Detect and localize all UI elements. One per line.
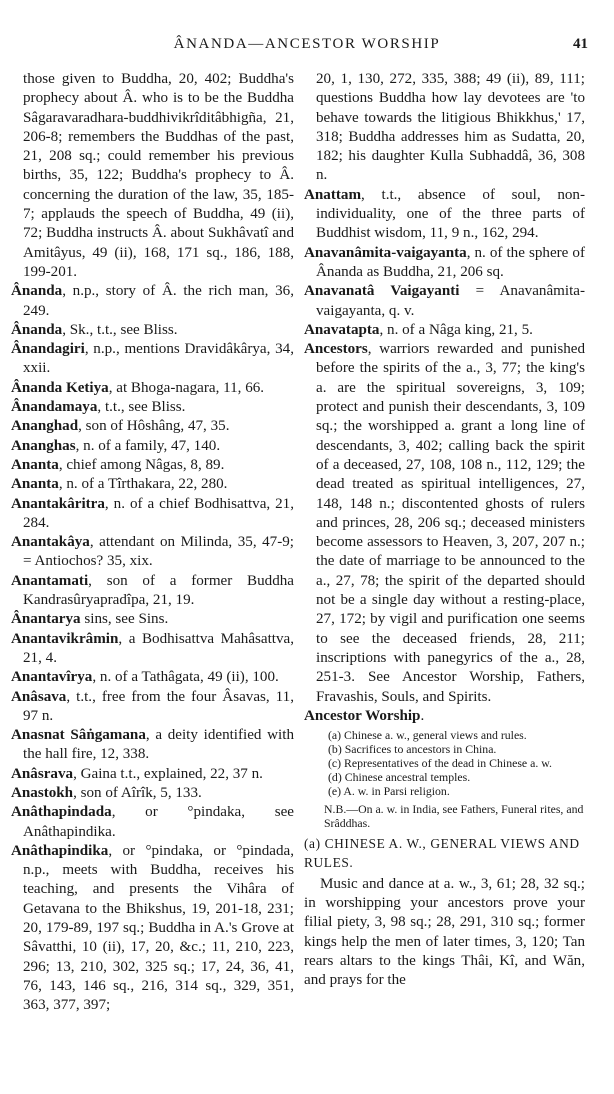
entry-headword: Anasnat Sâṅgamana xyxy=(11,727,146,744)
section-paragraph: Music and dance at a. w., 3, 61; 28, 32 sq.; in worshipping your ancestors prove your filial piety, 3, 98 sq.; 28, 291, 310 sq.; former kings help the men of later times, 3, 120; Tan rears altars to the kings Thâi, Kî, and Wăn, and prays for the xyxy=(304,875,585,989)
ancestor-worship-subsections xyxy=(328,728,585,798)
entry-headword: Ânanda Ketiya xyxy=(11,379,109,396)
entry-text: , n. of a Tathâgata, 49 (ii), 100. xyxy=(92,669,279,686)
entry-text: , n.p., story of Â. the rich man, 36, 249. xyxy=(23,283,294,319)
entry-headword: Ancestors xyxy=(304,341,368,358)
entry-text: , t.t., absence of soul, non-individuality, one of the three parts of Buddhist wisdom, 11, 9 n., 162, 294. xyxy=(316,186,585,242)
entry-headword: Anattam xyxy=(304,186,362,203)
index-entry xyxy=(304,186,585,244)
entry-headword: Ânandagiri xyxy=(11,341,85,358)
index-entry xyxy=(11,456,294,475)
entry-text: , n. of a chief Bodhisattva, 21, 284. xyxy=(23,495,294,531)
index-entry xyxy=(11,803,294,842)
entry-text: , t.t., free from the four Âsavas, 11, 97 n. xyxy=(23,688,294,724)
subsection-item: (e) A. w. in Parsi religion. xyxy=(328,784,450,799)
entry-headword: Ânanda xyxy=(11,321,63,338)
entry-headword: Anavatapta xyxy=(304,321,380,338)
entry-text: , a deity identified with the hall fire, 12, 338. xyxy=(23,727,294,763)
entry-text: , attendant on Milinda, 35, 47-9; = Antiochos? 35, xix. xyxy=(23,534,294,570)
index-entry xyxy=(304,244,585,283)
index-entry xyxy=(11,340,294,379)
entry-text: . xyxy=(420,707,425,724)
index-entry-continuation xyxy=(304,70,585,186)
entry-headword: Anantavîrya xyxy=(11,669,93,686)
entry-text: , or °pindaka, see Anâthapindika. xyxy=(23,804,294,840)
entry-text: , son of Hôshâng, 47, 35. xyxy=(78,418,230,435)
index-entry xyxy=(11,495,294,534)
entry-headword: Anantamati xyxy=(11,572,89,589)
index-entry xyxy=(11,630,294,669)
entry-text: , son of Aîrîk, 5, 133. xyxy=(73,784,202,801)
entry-headword: Anâsrava xyxy=(11,765,74,782)
index-entry xyxy=(11,765,294,784)
index-entry xyxy=(11,321,294,340)
index-entry xyxy=(11,437,294,456)
entry-headword: Anâsava xyxy=(11,688,67,705)
entry-text: , n. of a family, 47, 140. xyxy=(75,437,221,454)
entry-headword: Ananta xyxy=(11,456,59,473)
subsection-item: (b) Sacrifices to ancestors in China. xyxy=(328,742,497,757)
index-entry xyxy=(304,321,585,340)
entry-text: , warriors rewarded and punished before the spirits of the a., 3, 77; the king's a. are the spiritual sovereigns, 3, 109; protect and punish their descendants, 3, 109 sq.; the worshipped a. grant a long line of descendants, 3, 402; calling back the spirit of a deceased, 27, 108, 108 n., 112, 129; the dead treated as spiritual intelligences, 27, 148, 148 n.; discontented ghosts of rulers and princes, 28, 206 sq.; deceased ministers become assessors to Heaven, 3, 207, 207 n.; the date of marriage to be announced to the a., 27, 78; the spirit of the departed should not be a single day without a resting-place, 27, 172; by vigil and purification one seems to see the deceased friends, 28, 211; inscriptions with panegyrics of the a., 28, 251-3. See Ancestor Worship, Fathers, Fravashis, Souls, and Spirits. xyxy=(316,341,585,705)
running-title: ÂNANDA—ANCESTOR WORSHIP xyxy=(173,36,441,52)
entry-headword: Ananghas xyxy=(11,437,76,454)
right-column xyxy=(304,70,585,990)
entry-text: , or °pindaka, or °pindada, n.p., meets with Buddha, receives his teaching, and presents the Vihâra of Getavana to the Bhikshus, 19, 201-18, 231; 20, 179-89, 197 sq.; Buddha in A.'s Grove at Sâvatthi, 10 (ii), 17, 20, &c.; 11, 210, 223, 296; 13, 210, 302, 325 sq.; 17, 24, 36, 41, 76, 143, 146 sq., 216, 314 sq., 329, 351, 363, 377, 397; xyxy=(23,842,294,1014)
entry-text: , son of a former Buddha Kandrasûryapradîpa, 21, 19. xyxy=(23,572,294,609)
index-entry xyxy=(11,475,294,494)
entry-headword: Anantavikrâmin xyxy=(11,630,119,647)
entry-headword: Ânandamaya xyxy=(11,399,98,416)
entry-headword: Ânanda xyxy=(11,283,63,300)
entry-text: , chief among Nâgas, 8, 89. xyxy=(58,456,225,473)
entry-text: those given to Buddha, 20, 402; Buddha's prophecy about Â. who is to be the Buddha Sâgaravaradhara-buddhivikrîditâbhigña, 21, 206-8; remembers the Buddhas of the past, 21, 208 sq.; could remember his previous births, 35, 122; Buddha's prophecy to Â. concerning the duration of the law, 35, 185-7; applauds the speech of Buddha, 49 (ii), 72; Buddha instructs Â. about Sukhâvatî and Amitâyus, 49 (ii), 168, 171 sq., 186, 188, 199-201. xyxy=(23,71,294,280)
index-entry xyxy=(11,572,294,611)
entry-text: , t.t., see Bliss. xyxy=(97,399,186,416)
entry-text: , n. of the sphere of Ânanda as Buddha, 21, 206 sq. xyxy=(316,244,585,280)
index-entry-continuation xyxy=(11,70,294,282)
index-entry xyxy=(11,784,294,803)
entry-text: , a Bodhisattva Mahâsattva, 21, 4. xyxy=(23,630,294,666)
entry-headword: Anavanatâ Vaigayanti xyxy=(304,283,460,300)
entry-text: sins, see Sins. xyxy=(80,611,169,628)
left-column xyxy=(11,70,294,1016)
entry-text: , Gaina t.t., explained, 22, 37 n. xyxy=(73,765,263,782)
nb-note: N.B.—On a. w. in India, see Fathers, Funeral rites, and Srâddhas. xyxy=(324,802,584,831)
entry-headword: Anâthapindada xyxy=(11,804,112,821)
page-number: 41 xyxy=(573,36,588,52)
index-entry xyxy=(11,282,294,321)
entry-headword: Ananghad xyxy=(11,418,79,435)
index-entry xyxy=(11,726,294,765)
entry-headword: Anantakâritra xyxy=(11,495,105,512)
index-entry xyxy=(11,668,294,687)
index-entry xyxy=(11,688,294,727)
section-heading: (a) CHINESE A. W., GENERAL VIEWS AND RULES. xyxy=(304,836,580,871)
entry-text: , n.p., mentions Dravidâkârya, 34, xxii. xyxy=(23,341,294,377)
entry-text: , n. of a Nâga king, 21, 5. xyxy=(379,321,533,338)
entry-text: , at Bhoga-nagara, 11, 66. xyxy=(108,379,265,396)
entry-headword: Ânantarya xyxy=(11,611,81,628)
subsection-item: (d) Chinese ancestral temples. xyxy=(328,770,471,785)
entry-headword: Ananta xyxy=(11,476,59,493)
index-entry xyxy=(11,842,294,1016)
entry-text: , n. of a Tîrthakara, 22, 280. xyxy=(58,476,228,493)
entry-headword: Anantakâya xyxy=(11,534,90,551)
index-entry xyxy=(11,398,294,417)
index-entry xyxy=(11,379,294,398)
index-entry xyxy=(304,340,585,707)
entry-text: , Sk., t.t., see Bliss. xyxy=(62,321,178,338)
entry-text: 20, 1, 130, 272, 335, 388; 49 (ii), 89, 111; questions Buddha how lay devotees are 'to behave towards the litigious Bhikkhus,' 17, 318; Buddha addresses him as Sudatta, 20, 182; his daughter Kulla Subhaddâ, 36, 308 n. xyxy=(316,71,585,184)
entry-headword: Ancestor Worship xyxy=(304,707,421,724)
index-entry xyxy=(304,707,585,726)
index-entry xyxy=(11,533,294,572)
subsection-item: (c) Representatives of the dead in Chinese a. w. xyxy=(328,756,552,771)
page-header xyxy=(0,36,614,56)
entry-headword: Anâthapindika xyxy=(11,842,109,859)
index-entry xyxy=(11,417,294,436)
entry-headword: Anastokh xyxy=(11,784,74,801)
index-entry xyxy=(304,282,585,321)
index-entry xyxy=(11,610,294,629)
subsection-item: (a) Chinese a. w., general views and rules. xyxy=(328,728,527,743)
entry-text: = Anavanâmita-vaigayanta, q. v. xyxy=(316,283,585,319)
entry-headword: Anavanâmita-vaigayanta xyxy=(304,244,467,261)
